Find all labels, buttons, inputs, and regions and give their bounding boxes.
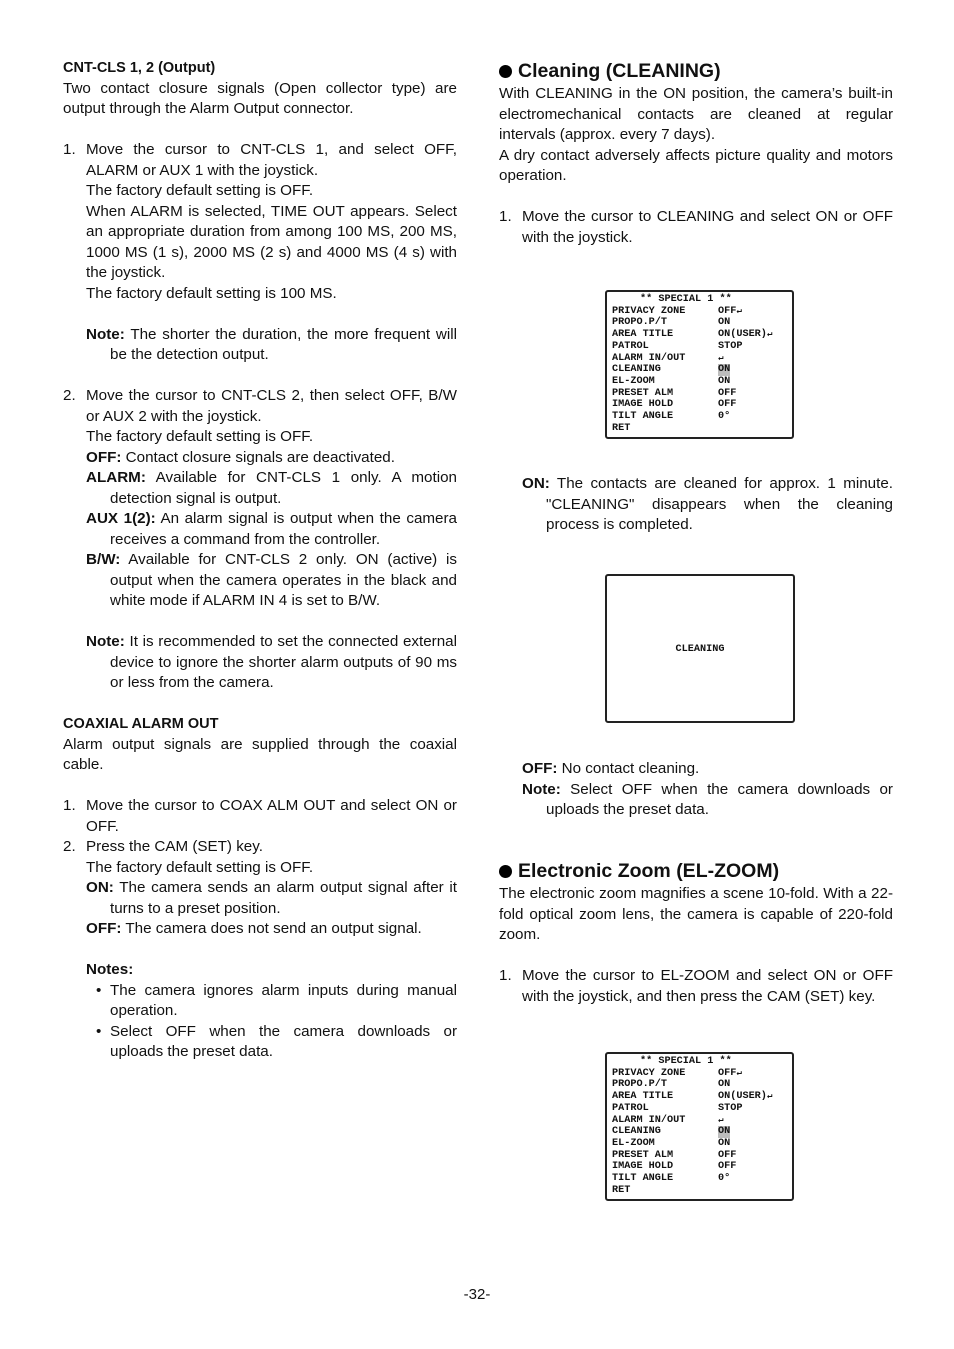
timeout-description: When ALARM is selected, TIME OUT appears. Select an appropriate duration from among 100 MS, 200 MS, 1000 MS (1 s), 2000 MS (2 s) and 4000 MS (4 s) with the joystick. — [86, 202, 457, 281]
submenu-arrow-icon: ↵ — [718, 1114, 724, 1125]
option-label: AUX 1(2): — [86, 510, 156, 527]
option-label: OFF: — [86, 448, 122, 466]
elzoom-heading-text: Electronic Zoom (EL-ZOOM) — [518, 860, 780, 882]
option-off — [522, 759, 893, 780]
step-text: Move the cursor to CNT-CLS 1, and select OFF, ALARM or AUX 1 with the joystick. — [86, 141, 457, 179]
option-on — [522, 474, 893, 536]
menu-value: ON(USER) — [718, 1091, 767, 1103]
menu-value: OFF — [718, 1161, 737, 1173]
menu-value: OFF — [718, 399, 737, 411]
menu-value: ON — [718, 1137, 731, 1149]
menu-label: CLEANING — [612, 364, 661, 376]
submenu-arrow-icon: ↵ — [766, 1091, 773, 1102]
menu-row-el-zoom — [612, 1138, 772, 1150]
notes-heading — [63, 960, 457, 981]
step-text: Move the cursor to CLEANING and select ON or OFF with the joystick. — [522, 208, 893, 246]
step-number: 2. — [63, 838, 76, 855]
coax-intro: Alarm output signals are supplied through the coaxial cable. — [63, 735, 457, 773]
option-text: The contacts are cleaned for approx. 1 minute. "CLEANING" disappears when the cleaning process is completed. — [546, 475, 893, 533]
menu-row-image-hold — [612, 399, 772, 411]
step-number: 1. — [499, 208, 512, 225]
option-text: Contact closure signals are deactivated. — [121, 448, 395, 466]
menu-row-patrol — [612, 1103, 772, 1115]
menu-row-tilt-angle — [612, 1173, 772, 1185]
cleaning-heading-text: Cleaning (CLEANING) — [518, 60, 721, 82]
menu-label: IMAGE HOLD — [612, 1161, 674, 1173]
note-bullet-text: The camera ignores alarm inputs during manual operation. — [110, 981, 457, 1019]
menu-value: ON(USER) — [718, 329, 767, 341]
option-label: OFF: — [86, 920, 122, 937]
step-text: Move the cursor to COAX ALM OUT and select ON or OFF. — [86, 797, 457, 835]
option-text: Available for CNT-CLS 2 only. ON (active) is output when the camera operates in the black and white mode if ALARM IN 4 is set to B/W. — [110, 551, 457, 609]
note-bullet — [63, 981, 457, 1022]
menu-value: 0° — [718, 411, 731, 423]
coax-step-2 — [63, 837, 457, 858]
menu-row-propo-pt — [612, 317, 772, 329]
step-number: 1. — [63, 797, 76, 814]
bullet-dot-icon — [499, 65, 512, 78]
menu-row-tilt-angle — [612, 411, 772, 423]
note-label: Note: — [522, 780, 561, 798]
cntcls-intro: Two contact closure signals (Open collector type) are output through the Alarm Output connector. — [63, 79, 457, 117]
elzoom-intro: The electronic zoom magnifies a scene 10-fold. With a 22-fold optical zoom lens, the camera is capable of 220-fold zoom. — [499, 885, 893, 943]
menu-label: TILT ANGLE — [612, 1173, 674, 1185]
page-number: -32- — [463, 1286, 491, 1303]
coax-step-1 — [63, 796, 457, 837]
menu-label: TILT ANGLE — [612, 411, 674, 423]
menu-row-privacy-zone — [612, 306, 772, 318]
menu-label: CLEANING — [612, 1126, 661, 1138]
menu-row-alarm-in-out — [612, 353, 772, 365]
option-text: An alarm signal is output when the camera receives a command from the controller. — [110, 510, 457, 548]
menu-label: ALARM IN/OUT — [612, 1114, 686, 1126]
menu-label: PROPO.P/T — [612, 1079, 668, 1091]
menu-row-area-title — [612, 1091, 772, 1103]
menu-label: PRESET ALM — [612, 1149, 674, 1161]
option-label: ALARM: — [86, 469, 146, 486]
cleaning-step-1 — [499, 207, 893, 248]
cleaning-screen-message: CLEANING — [675, 644, 725, 655]
special-menu-screen — [605, 290, 794, 439]
option-label: B/W: — [86, 551, 121, 568]
cleaning-intro: With CLEANING in the ON position, the camera’s built-in electromechanical contacts are cleaned at regular intervals (approx. every 7 days). — [499, 85, 893, 143]
coax-heading: COAXIAL ALARM OUT — [63, 716, 219, 732]
menu-value: STOP — [718, 1102, 743, 1114]
menu-row-preset-alm — [612, 1150, 772, 1162]
option-label: OFF: — [522, 760, 558, 777]
note-bullet-text: Select OFF when the camera downloads or uploads the preset data. — [110, 1022, 457, 1060]
elzoom-section — [499, 858, 893, 1007]
cleaning-heading — [499, 58, 893, 84]
note-label: Note: — [86, 633, 125, 650]
cntcls-step-1 — [63, 140, 457, 181]
menu-row-privacy-zone — [612, 1068, 772, 1080]
option-text: The camera does not send an output signal. — [121, 920, 422, 937]
menu-row-el-zoom — [612, 376, 772, 388]
submenu-arrow-icon: ↵ — [736, 1067, 742, 1078]
notes-label: Notes: — [86, 961, 134, 978]
option-off — [63, 919, 457, 940]
step-text: Move the cursor to EL-ZOOM and select ON or OFF with the joystick, and then press the CAM (SET) key. — [522, 967, 893, 1005]
cleaning-screen — [605, 574, 795, 723]
menu-row-alarm-in-out — [612, 1115, 772, 1127]
menu-title: ** SPECIAL 1 ** — [640, 294, 732, 305]
menu-row-ret — [612, 1185, 772, 1197]
menu-label: RET — [612, 422, 631, 434]
submenu-arrow-icon: ↵ — [718, 352, 724, 363]
cleaning-intro-2: A dry contact adversely affects picture quality and motors operation. — [499, 146, 893, 184]
option-text: No contact cleaning. — [557, 760, 700, 777]
menu-value-selected: ON — [718, 364, 731, 376]
menu-value: ON — [718, 317, 731, 329]
note-external-device — [63, 632, 457, 694]
option-text: The camera sends an alarm output signal after it turns to a preset position. — [110, 879, 457, 917]
note-text: It is recommended to set the connected external device to ignore the shorter alarm outputs of 90 ms or less from the camera. — [110, 633, 457, 691]
menu-value: ON — [718, 375, 731, 387]
menu-label: ALARM IN/OUT — [612, 352, 686, 364]
menu-value: OFF — [718, 1067, 737, 1079]
menu-row-propo-pt — [612, 1079, 772, 1091]
option-on — [63, 878, 457, 919]
step-number: 1. — [63, 141, 76, 158]
default-setting: The factory default setting is OFF. — [86, 858, 314, 876]
cleaning-off-options — [522, 759, 893, 821]
option-alarm — [63, 468, 457, 509]
menu-value: ON — [718, 1079, 731, 1091]
elzoom-step-1 — [499, 966, 893, 1007]
option-label: ON: — [522, 475, 550, 492]
menu-value: 0° — [718, 1173, 731, 1185]
cleaning-options — [522, 474, 893, 536]
menu-row-cleaning — [612, 1126, 772, 1138]
default-setting: The factory default setting is OFF. — [86, 428, 314, 445]
menu-label: AREA TITLE — [612, 329, 674, 341]
step-text: Press the CAM (SET) key. — [86, 838, 263, 855]
submenu-arrow-icon: ↵ — [736, 305, 742, 316]
menu-label: PRIVACY ZONE — [612, 305, 686, 317]
default-setting-timeout: The factory default setting is 100 MS. — [86, 284, 337, 302]
note-text: The shorter the duration, the more frequent will be the detection output. — [110, 325, 457, 363]
menu-value-selected: ON — [718, 1126, 731, 1138]
elzoom-heading — [499, 858, 893, 884]
note-bullet — [63, 1022, 457, 1063]
bullet-mark: • — [96, 1022, 102, 1040]
menu-label: IMAGE HOLD — [612, 399, 674, 411]
menu-label: EL-ZOOM — [612, 375, 655, 387]
special-menu-screen-2 — [605, 1052, 794, 1201]
menu-value: STOP — [718, 340, 743, 352]
step-text: Move the cursor to CNT-CLS 2, then select OFF, B/W or AUX 2 with the joystick. — [86, 387, 457, 425]
left-column — [63, 58, 457, 1063]
menu-label: PATROL — [612, 340, 649, 352]
special-menu — [612, 1056, 772, 1196]
menu-row-area-title — [612, 329, 772, 341]
note-label: Note: — [86, 325, 125, 343]
note-preset-data — [522, 780, 893, 821]
option-off — [63, 448, 457, 469]
cntcls-step-2 — [63, 386, 457, 427]
menu-value: OFF — [718, 387, 737, 399]
menu-row-image-hold — [612, 1161, 772, 1173]
menu-title: ** SPECIAL 1 ** — [640, 1056, 732, 1067]
menu-label: PRIVACY ZONE — [612, 1067, 686, 1079]
bullet-mark: • — [96, 981, 102, 999]
menu-row-ret — [612, 423, 772, 435]
menu-label: PROPO.P/T — [612, 317, 668, 329]
menu-label: EL-ZOOM — [612, 1137, 655, 1149]
note-duration — [63, 325, 457, 366]
step-number: 1. — [499, 967, 512, 984]
option-aux — [63, 509, 457, 550]
option-label: ON: — [86, 879, 114, 896]
menu-label: PATROL — [612, 1102, 649, 1114]
menu-value: OFF — [718, 1149, 737, 1161]
option-bw — [63, 550, 457, 612]
bullet-dot-icon — [499, 865, 512, 878]
option-text: Available for CNT-CLS 1 only. A motion detection signal is output. — [110, 469, 457, 507]
special-menu — [612, 294, 772, 434]
menu-label: RET — [612, 1184, 631, 1196]
submenu-arrow-icon: ↵ — [766, 329, 773, 340]
cntcls-heading: CNT-CLS 1, 2 (Output) — [63, 60, 216, 76]
menu-label: PRESET ALM — [612, 387, 674, 399]
note-text: Select OFF when the camera downloads or uploads the preset data. — [546, 780, 893, 818]
menu-row-patrol — [612, 341, 772, 353]
step-number: 2. — [63, 387, 76, 404]
menu-row-cleaning — [612, 364, 772, 376]
menu-value: OFF — [718, 305, 737, 317]
menu-row-preset-alm — [612, 388, 772, 400]
menu-label: AREA TITLE — [612, 1091, 674, 1103]
default-setting: The factory default setting is OFF. — [86, 182, 314, 199]
